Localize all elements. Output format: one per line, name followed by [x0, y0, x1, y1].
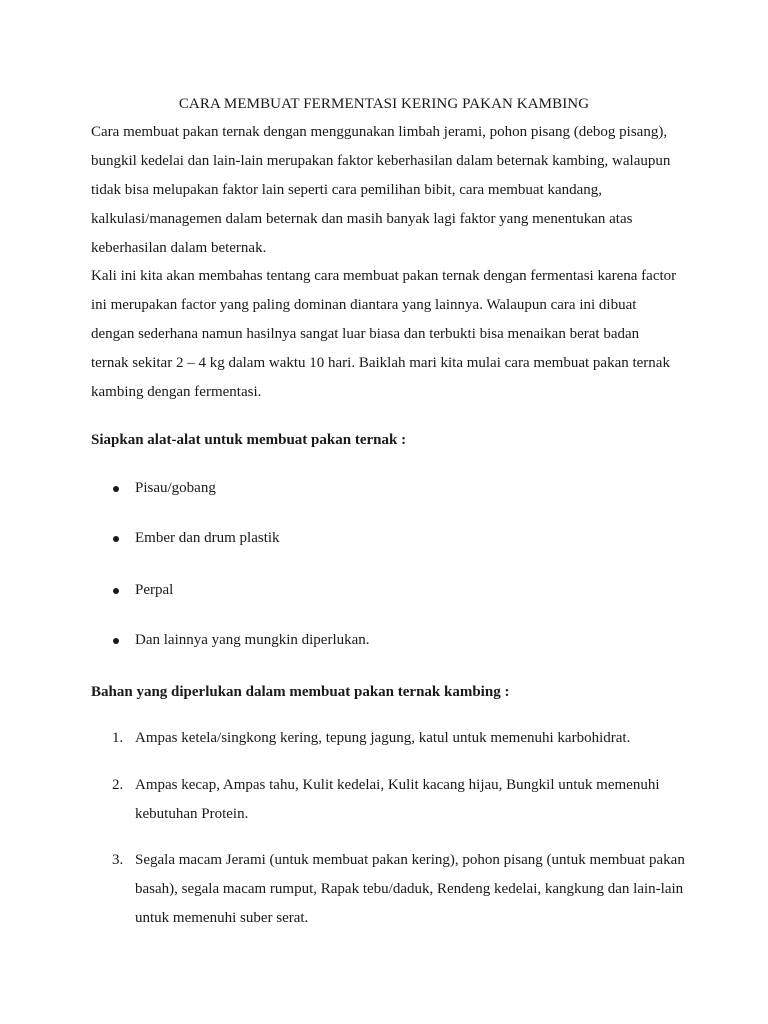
bullet-icon — [113, 486, 119, 492]
tool-text: Pisau/gobang — [135, 480, 216, 496]
document-title: CARA MEMBUAT FERMENTASI KERING PAKAN KAMBING — [178, 96, 590, 112]
bullet-icon — [113, 536, 119, 542]
tools-heading: Siapkan alat-alat untuk membuat pakan ternak : — [91, 432, 407, 448]
intro-paragraph: Cara membuat pakan ternak dengan menggunakan limbah jerami, pohon pisang (debog pisang), bungkil kedelai dan lain-lain merupakan faktor keberhasilan dalam beternak kambing, walaupun tidak bisa melupakan faktor lain seperti cara pemilihan bibit, cara membuat kandang, kalkulasi/managemen dalam beternak dan masih banyak lagi faktor yang menentukan atas keberhasilan dalam beternak. — [91, 124, 671, 256]
item-number: 2. — [112, 777, 124, 793]
tool-text: Dan lainnya yang mungkin diperlukan. — [135, 632, 370, 648]
item-number: 3. — [112, 852, 124, 868]
tool-text: Perpal — [135, 582, 174, 598]
materials-heading: Bahan yang diperlukan dalam membuat pakan ternak kambing : — [91, 684, 510, 700]
material-text: Ampas ketela/singkong kering, tepung jagung, katul untuk memenuhi karbohidrat. — [135, 730, 631, 746]
item-number: 1. — [112, 730, 124, 746]
material-text: Ampas kecap, Ampas tahu, Kulit kedelai, Kulit kacang hijau, Bungkil untuk memenuhi kebutuhan Protein. — [135, 777, 660, 822]
bullet-icon — [113, 588, 119, 594]
tool-text: Ember dan drum plastik — [135, 530, 280, 546]
fermentation-paragraph: Kali ini kita akan membahas tentang cara membuat pakan ternak dengan fermentasi karena factor ini merupakan factor yang paling dominan diantara yang lainnya. Walaupun cara ini dibuat dengan sederhana namun hasilnya sangat luar biasa dan terbukti bisa menaikan berat badan ternak sekitar 2 – 4 kg dalam waktu 10 hari. Baiklah mari kita mulai cara membuat pakan ternak kambing dengan fermentasi. — [91, 268, 677, 400]
bullet-icon — [113, 638, 119, 644]
material-text: Segala macam Jerami (untuk membuat pakan kering), pohon pisang (untuk membuat pakan basah), segala macam rumput, Rapak tebu/daduk, Rendeng kedelai, kangkung dan lain-lain untuk memenuhi suber serat. — [135, 852, 685, 926]
